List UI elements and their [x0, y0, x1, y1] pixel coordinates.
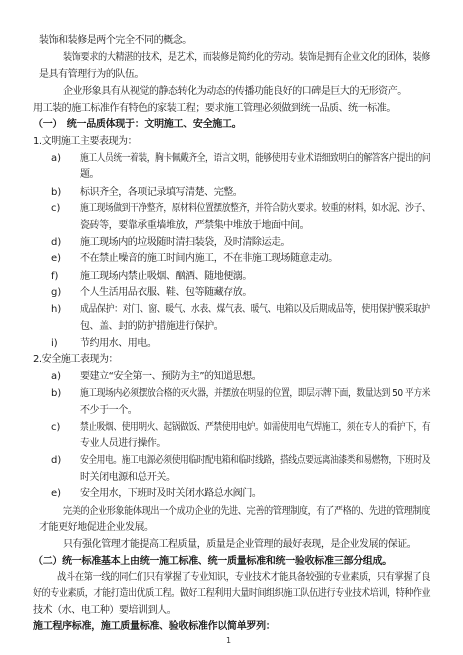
list-marker: e): [51, 488, 62, 500]
list-item: 施工现场内禁止吸烟、酗酒、随地便溺。: [80, 270, 252, 282]
list-item: 不在禁止噪音的施工时间内施工，不在非施工现场随意走动。: [80, 253, 338, 265]
paragraph-line: 技术（水、电工种）要培训到人。: [33, 604, 177, 616]
subsection-title: 1.文明施工主要表现为：: [33, 136, 138, 148]
paragraph-line: 只有强化管理才能提高工程质量，质量是企业管理的最好表现，是企业发展的保证。: [63, 538, 417, 550]
list-marker: f): [51, 270, 59, 282]
list-item-continuation: 专业人员进行操作。: [80, 438, 166, 450]
list-item-continuation: 题。: [80, 169, 100, 181]
section-heading: 施工程序标准，施工质量标准、验收标准作以简单罗列：: [33, 621, 276, 632]
list-item-continuation: 包、盖、封的防护措施进行保护。: [80, 321, 224, 333]
list-item-continuation: 不少于一个。: [80, 405, 138, 417]
intro-line: 装饰要求的大精湛的技术，是艺术，而装修是简约化的劳动。装饰是拥有企业文化的团体，装修: [63, 52, 431, 64]
list-item: 禁止吸烟、使用明火、起锅做饭、严禁使用电炉。如需使用电气焊施工，须在专人的看护下，有: [80, 421, 431, 433]
intro-line: 用工装的施工标准作有特色的家装工程；要求施工管理必须做到统一品质、统一标准。: [33, 102, 396, 114]
list-marker: e): [51, 253, 62, 265]
list-marker: d): [51, 455, 62, 467]
subsection-title: 2.安全施工表现为：: [33, 353, 119, 365]
intro-line: 装饰和装修是两个完全不同的概念。: [39, 34, 192, 46]
paragraph-line: 战斗在第一线的同仁们只有掌握了专业知识，专业技术才能具备较强的专业素质，只有掌握了良: [57, 571, 431, 583]
list-marker: b): [51, 387, 62, 399]
list-item: 要建立“安全第一、预防为主”的知道思想。: [80, 371, 262, 383]
section-heading: （二）统一标准基本上由统一施工标准、统一质量标准和统一验收标准三部分组成。: [33, 556, 392, 568]
list-marker: g): [51, 287, 62, 299]
list-marker: a): [51, 152, 62, 164]
list-item: 标识齐全，各项记录填写清楚、完整。: [80, 186, 243, 198]
list-marker: d): [51, 236, 62, 248]
list-marker: i): [51, 337, 58, 349]
list-marker: b): [51, 186, 62, 198]
paragraph-line: 好的专业素质，才能打造出优质工程。做好工程利用大量时间组织施工队伍进行专业技术培训，特种作业: [33, 588, 431, 600]
list-item-continuation: 瓷砖等，要靠承重墙堆放，严禁集中堆放于地面中间。: [80, 219, 310, 231]
paragraph-line: 才能更好地促进企业发展。: [39, 522, 154, 534]
list-item: 施工现场内必须摆放合格的灭火器，并摆放在明显的位置，即层示牌下面，数量达到 50 平方米: [80, 387, 431, 399]
list-marker: a): [51, 371, 62, 383]
list-marker: h): [51, 303, 62, 315]
intro-line: 是具有管理行为的队伍。: [39, 68, 145, 80]
paragraph-line: 完美的企业形象能体现出一个成功企业的先进、完善的管理制度，有了严格的、先进的管理制度: [63, 505, 431, 517]
list-item-continuation: 时关闭电源和总开关。: [80, 471, 176, 483]
list-item: 施工人员统一着装，胸卡佩戴齐全，语言文明，能够使用专业术语细致明白的解答客户提出的问: [80, 152, 431, 164]
list-item: 施工现场内的垃圾随时清扫装袋，及时清除运走。: [80, 236, 291, 248]
list-item: 施工现场做到干净整齐，原材料位置摆放整齐，并符合防火要求。较重的材料，如水泥、沙子、: [80, 203, 431, 215]
list-item: 安全用水，下班时及时关闭水路总水阀门。: [80, 488, 262, 500]
list-item: 个人生活用品衣服、鞋、包等随藏存放。: [80, 287, 252, 299]
list-marker: c): [51, 421, 61, 433]
list-item: 成品保护：对门、窗、暖气、水表、煤气表、暖气、电箱以及后期成品等，使用保护膜采取护: [80, 303, 430, 315]
intro-line: 企业形象具有从视觉的静态转化为动态的传播功能良好的口碑是巨大的无形资产。: [63, 86, 407, 98]
section-heading: （一） 统一品质体现于：文明施工、安全施工。: [33, 118, 242, 130]
list-marker: c): [51, 203, 61, 215]
list-item: 节约用水、用电。: [80, 337, 157, 349]
page-number: 1: [226, 636, 232, 645]
list-item: 安全用电。施工电源必须使用临时配电箱和临时线路，搭线点要远离油漆类和易燃物，下班时及: [80, 455, 431, 467]
